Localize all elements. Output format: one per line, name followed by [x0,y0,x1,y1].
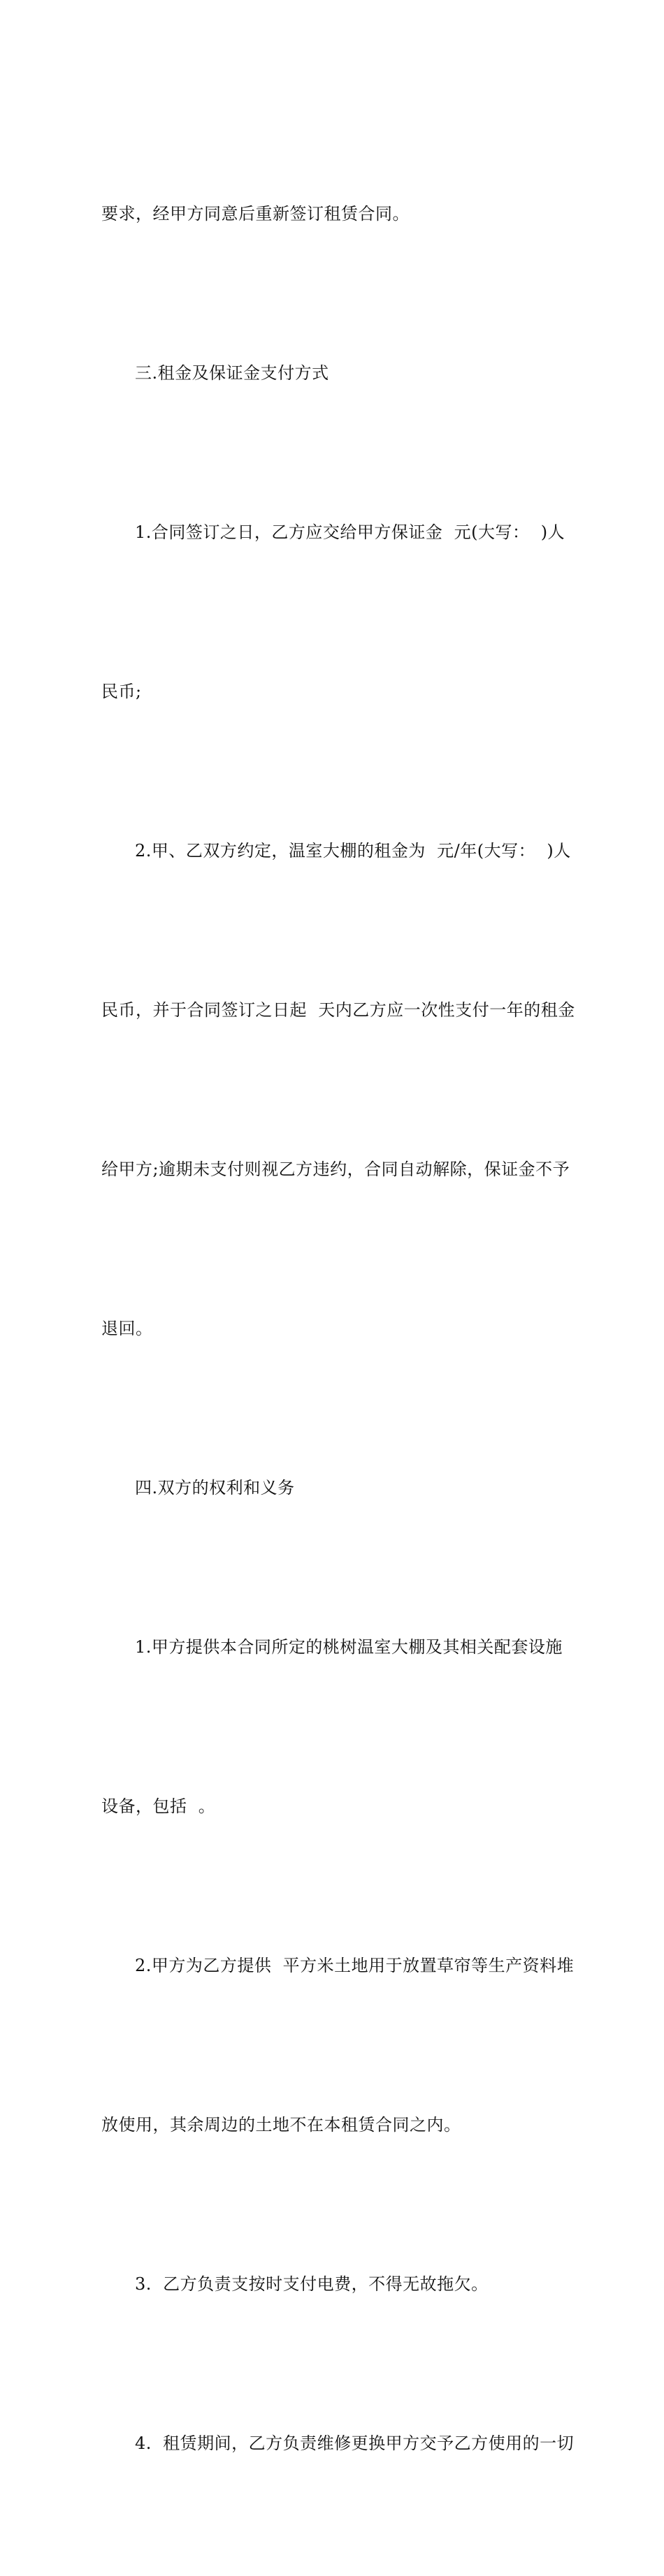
text-line: 要求，经甲方同意后重新签订租赁合同。 [101,204,410,224]
text-line: 3. 乙方负责支按时支付电费，不得无故拖欠。 [135,2274,489,2294]
document-body [101,81,575,2576]
text-line: 1.合同签订之日，乙方应交给甲方保证金 元(大写： )人 [135,522,565,542]
text-line: 退回。 [101,1319,153,1338]
text-line: 2.甲方为乙方提供 平方米土地用于放置草帘等生产资料堆 [135,1956,575,1975]
text-line: 4. 租赁期间，乙方负责维修更换甲方交予乙方使用的一切 [135,2434,575,2453]
section-heading: 四.双方的权利和义务 [135,1478,295,1498]
text-line: 放使用，其余周边的土地不在本租赁合同之内。 [101,2115,461,2135]
text-line: 设备，包括 。 [101,1796,216,1816]
text-line: 2.甲、乙双方约定，温室大棚的租金为 元/年(大写： )人 [135,841,571,861]
text-line: 给甲方;逾期未支付则视乙方违约，合同自动解除，保证金不予 [101,1159,570,1179]
text-line: 1.甲方提供本合同所定的桃树温室大棚及其相关配套设施 [135,1637,563,1657]
text-line: 民币，并于合同签订之日起 天内乙方应一次性支付一年的租金 [101,1000,575,1020]
section-heading: 三.租金及保证金支付方式 [135,363,329,383]
text-line: 民币; [101,682,142,701]
